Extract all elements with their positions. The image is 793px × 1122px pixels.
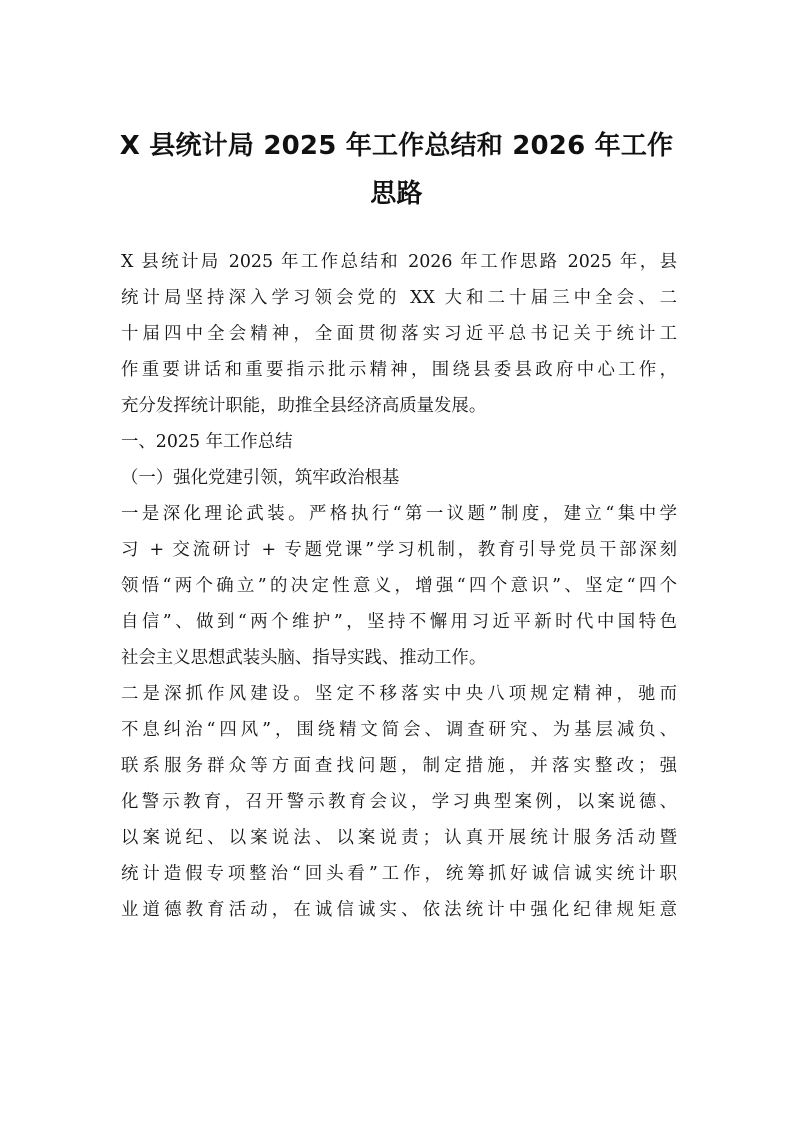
subsection-heading-party [121,460,677,496]
title-line-2: 思路 [370,179,423,209]
text-line: 一是深化理论武装。严格执行“第一议题”制度，建立“集中学 [121,504,677,524]
text-line: 社会主义思想武装头脑、指导实践、推动工作。 [121,648,487,668]
text-line: 业道德教育活动，在诚信诚实、依法统计中强化纪律规矩意 [121,900,677,920]
text-line: 作重要讲话和重要指示批示精神，围绕县委县政府中心工作， [121,360,677,380]
section-heading-summary [121,424,677,460]
title-line-1: X 县统计局 2025 年工作总结和 2026 年工作 [119,131,674,161]
subsection-heading: （一）强化党建引领，筑牢政治根基 [121,468,400,488]
text-line: X 县统计局 2025 年工作总结和 2026 年工作思路 2025 年，县 [121,252,677,272]
text-line: 习 + 交流研讨 + 专题党课”学习机制，教育引导党员干部深刻 [121,540,677,560]
document-title [118,122,675,218]
document-body [121,244,677,928]
text-line: 不息纠治“四风”，围绕精文简会、调查研究、为基层减负、 [121,720,677,740]
text-line: 十届四中全会精神，全面贯彻落实习近平总书记关于统计工 [121,324,677,344]
text-line: 自信”、做到“两个维护”，坚持不懈用习近平新时代中国特色 [121,612,677,632]
text-line: 二是深抓作风建设。坚定不移落实中央八项规定精神，驰而 [121,684,677,704]
text-line: 领悟“两个确立”的决定性意义，增强“四个意识”、坚定“四个 [121,576,677,596]
text-line: 化警示教育，召开警示教育会议，学习典型案例，以案说德、 [121,792,677,812]
text-line: 统计造假专项整治“回头看”工作，统筹抓好诚信诚实统计职 [121,864,677,884]
text-line: 联系服务群众等方面查找问题，制定措施，并落实整改；强 [121,756,677,776]
section-heading: 一、2025 年工作总结 [121,432,293,452]
text-line: 统计局坚持深入学习领会党的 XX 大和二十届三中全会、二 [121,288,677,308]
paragraph-theory [121,496,677,676]
text-line: 充分发挥统计职能，助推全县经济高质量发展。 [121,396,487,416]
paragraph-style [121,676,677,928]
paragraph-intro [121,244,677,424]
text-line: 以案说纪、以案说法、以案说责；认真开展统计服务活动暨 [121,828,677,848]
